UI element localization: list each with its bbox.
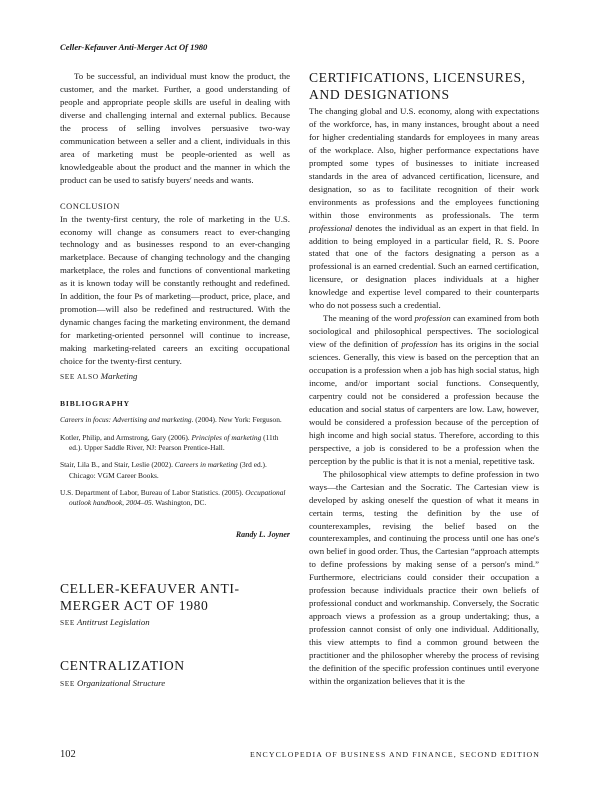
bib-rest: (11th ed.). Upper Saddle River, NJ: Pearson Prentice-Hall. bbox=[69, 432, 279, 452]
author-signature: Randy L. Joyner bbox=[235, 530, 290, 540]
entry-title-centralization: CENTRALIZATION bbox=[60, 658, 185, 674]
bib-title: Careers in marketing bbox=[174, 460, 238, 470]
bib-lead: Stair, Lila B., and Stair, Leslie (2002). bbox=[60, 460, 175, 470]
entry-see-line bbox=[60, 678, 290, 688]
conclusion-paragraph: In the twenty-first century, the role of marketing in the U.S. economy will change as consumers react to ever-changing technology and as businesses respond to an ever-changing marketplace. Because of changing technology and the changing marketplace, the roles and functions of conventional marketing as it is known today will be constantly rethought and redefined. In addition, the four Ps of marketing—product, price, place, and promotion—will also be redefined and restructured. With the dynamic changes facing the marketing environment, the demand for marketing-oriented personnel will continue to increase, making marketing-related careers an exciting occupational choice for the twenty-first century. bbox=[60, 213, 290, 367]
bib-rest: Washington, DC. bbox=[153, 498, 207, 508]
see-reference: Organizational Structure bbox=[77, 677, 166, 688]
entry-see-line bbox=[60, 617, 290, 627]
bib-title: Occupational outlook handbook, 2004–05. bbox=[69, 488, 286, 508]
text-run: The changing global and U.S. economy, along with expectations of the workforce, has, in many instances, brought about a need for higher credentialing standards for employees in many areas of the workplace. Also, higher performance expectations have prompted some types of businesses to initiate increased standards in the area of advanced certification, licensure, and designation, so as to facilitate recognition of their work environments as professions and the employees functioning within those environments as professionals. The term bbox=[309, 106, 539, 220]
body-paragraph bbox=[309, 312, 539, 467]
bib-lead: Kotler, Philip, and Armstrong, Gary (2006). bbox=[60, 432, 192, 442]
italic-term: professional bbox=[309, 222, 353, 233]
entry-title-celler-kefauver: CELLER-KEFAUVER ANTI-MERGER ACT OF 1980 bbox=[60, 581, 240, 613]
bibliography-entry bbox=[60, 433, 290, 453]
page-number: 102 bbox=[60, 749, 76, 760]
footer-publication-title: ENCYCLOPEDIA OF BUSINESS AND FINANCE, SECOND EDITION bbox=[249, 750, 540, 759]
text-run: has its origins in the social sciences. Generally, this view is based on the perception that an occupation is a profession when a job has high social status, high income, and/or important social functions. Consequently, carpentry could not be considered a profession because the education and social status of carpenters are low. Law, however, would be considered a profession because of the perception of high income and high social status. Therefore, according to this perspective, a job is considered to be a profession when the perception by the public is that it is not a menial, repetitive task. bbox=[309, 339, 539, 466]
text-run: The meaning of the word bbox=[323, 313, 415, 324]
bibliography-entry bbox=[60, 415, 290, 425]
see-keyword: SEE bbox=[60, 678, 75, 688]
body-paragraph bbox=[309, 468, 539, 688]
bib-rest: (3rd ed.). Chicago: VGM Career Books. bbox=[69, 460, 267, 480]
running-head: Celler-Kefauver Anti-Merger Act Of 1980 bbox=[60, 42, 208, 52]
right-column bbox=[309, 70, 539, 688]
conclusion-heading: CONCLUSION bbox=[60, 201, 120, 211]
bib-lead: U.S. Department of Labor, Bureau of Labor Statistics. (2005). bbox=[60, 488, 246, 498]
see-also-reference: Marketing bbox=[100, 371, 138, 382]
text-run: denotes the individual as an expert in that field. In addition to being employed in a particular field, R. S. Poore stated that one of the factors designating a person as a professional is an earned credential. Such an earned certification, licensure, or designation places individuals at a higher knowledge and expertise level compared to their counterparts who do not possess such a credential. bbox=[309, 222, 539, 311]
see-also-keyword: SEE ALSO bbox=[60, 372, 99, 382]
bibliography-list bbox=[60, 415, 290, 508]
bibliography-entry bbox=[60, 460, 290, 480]
italic-term: profession bbox=[414, 313, 451, 324]
bib-title: Careers in focus: Advertising and marketing. bbox=[60, 415, 194, 425]
bibliography-entry bbox=[60, 488, 290, 508]
text-run: The philosophical view attempts to define profession in two ways—the Cartesian and the Socratic. The Cartesian view is developed by asking oneself the question of what it means in certain terms, testing the definition by the use of counterexamples, revising the belief based on the counterexamples, and continuing the process until one has one's own belief in good order. Thus, the Cartesian “approach attempts to define professions by making sense of a person's mind.” Furthermore, electricians could consider their occupation a profession because individuals practice their own beliefs of professional conduct and workmanship. Conversely, the Socratic approach views a profession as a group undertaking; thus, a profession cannot consist of only one individual. Additionally, this view attempts to find a common ground between the practitioner and the philosopher whereby the process of revising the definition of the specific profession continues until everyone within the organization believes that it is the bbox=[309, 468, 539, 686]
body-paragraph bbox=[309, 105, 539, 312]
see-also-line bbox=[60, 371, 290, 381]
see-keyword: SEE bbox=[60, 618, 75, 628]
intro-paragraph: To be successful, an individual must know the product, the customer, and the market. Further, a good understanding of people and appropriate people skills are useful in dealing with diverse and challenging internal and external publics. Because the process of selling involves persuasive two-way communication between a seller and a client, individuals in this area of marketing must be people-oriented as well as knowledgeable about the product and the manner in which the product can be used to satisfy buyers' needs and wants. bbox=[60, 71, 290, 185]
italic-term: profession bbox=[401, 339, 438, 350]
bibliography-heading: BIBLIOGRAPHY bbox=[60, 399, 130, 409]
text-run: can examined from both sociological and philosophical perspectives. The sociological view of the definition of bbox=[309, 313, 539, 350]
see-reference: Antitrust Legislation bbox=[77, 617, 150, 628]
entry-title-certifications: CERTIFICATIONS, LICENSURES, AND DESIGNATIONS bbox=[309, 70, 526, 102]
left-column bbox=[60, 70, 290, 688]
bib-title: Principles of marketing bbox=[191, 432, 262, 442]
bib-rest: (2004). New York: Ferguson. bbox=[193, 415, 282, 425]
